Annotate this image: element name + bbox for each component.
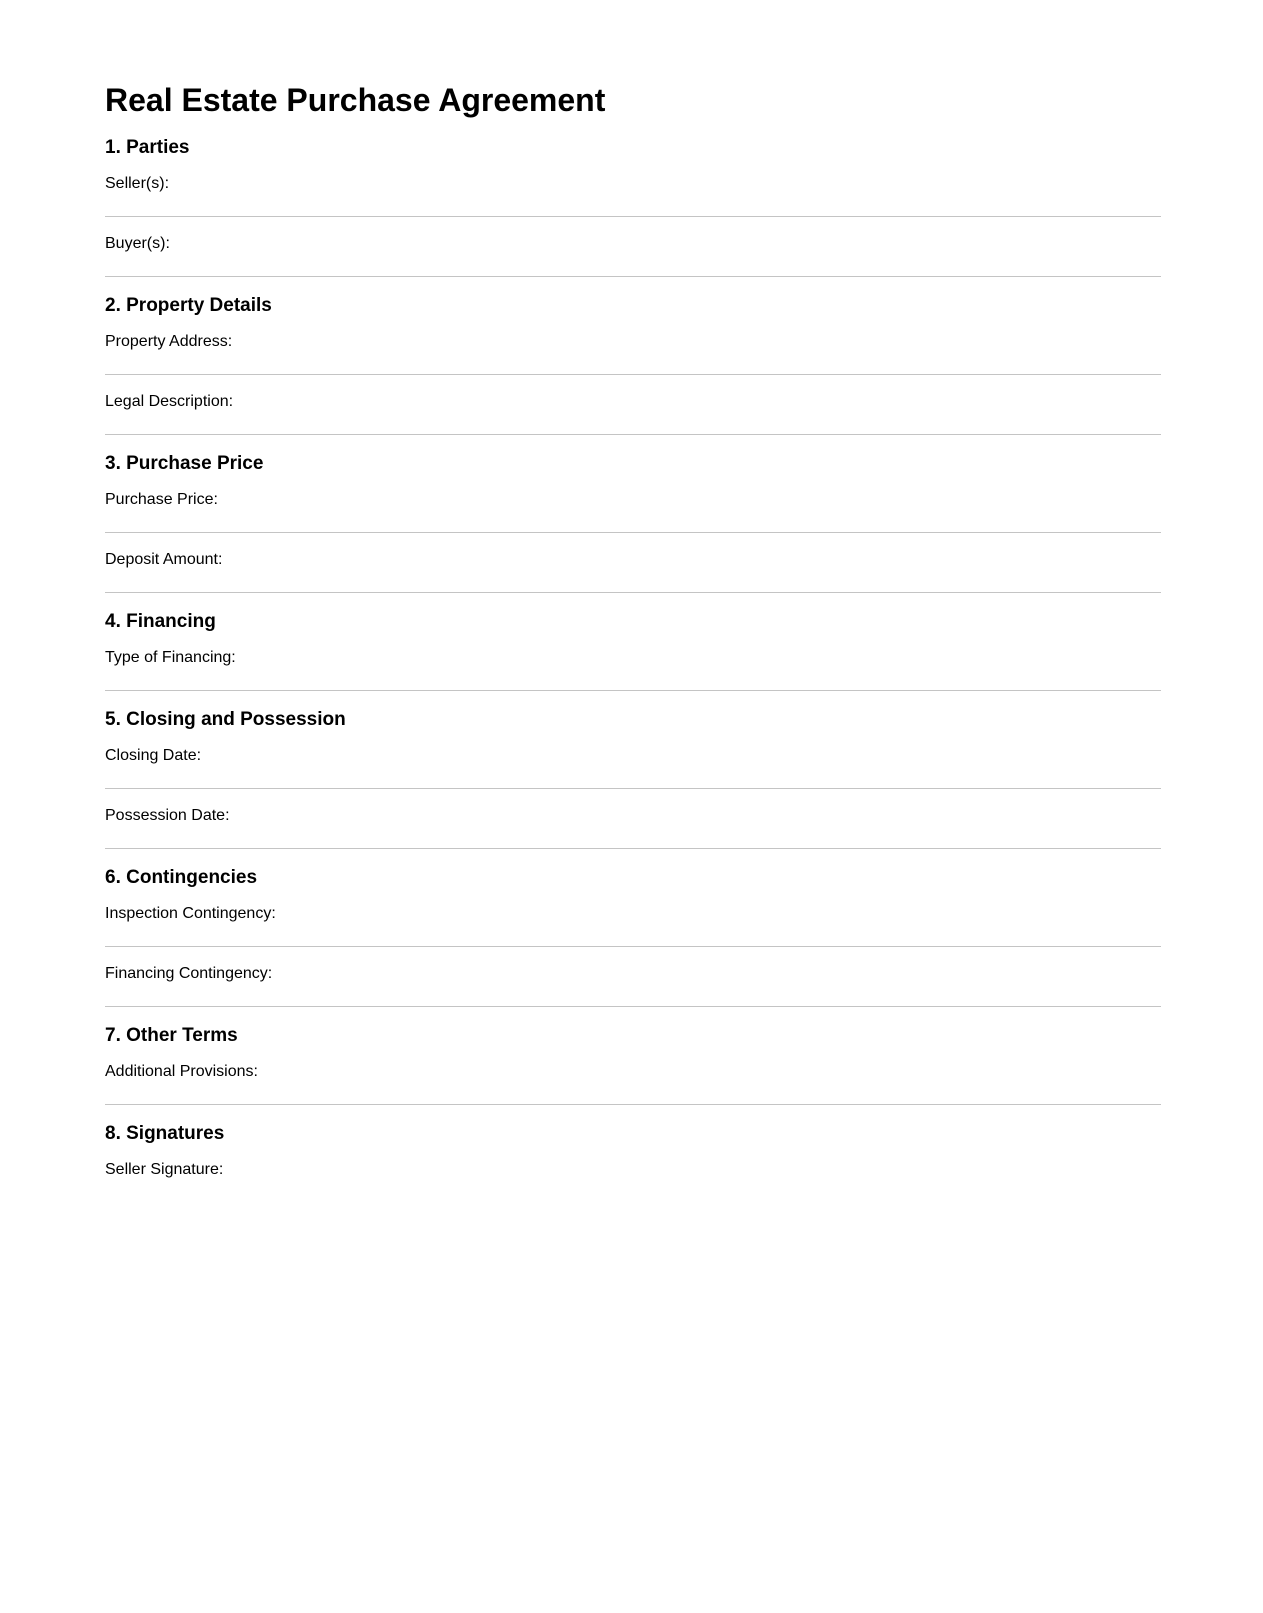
field-label: Closing Date: (105, 747, 202, 764)
form-field (105, 392, 1161, 435)
field-label: Seller(s): (105, 175, 170, 192)
section (105, 452, 1161, 593)
section-heading: 7. Other Terms (105, 1025, 238, 1046)
field-input-line[interactable] (105, 1180, 1161, 1202)
sections (105, 136, 1161, 1202)
section-heading: 2. Property Details (105, 295, 272, 316)
form-field (105, 1160, 1161, 1202)
field-input-line[interactable] (105, 668, 1161, 691)
section-heading: 6. Contingencies (105, 867, 258, 888)
field-input-line[interactable] (105, 352, 1161, 375)
field-input-line[interactable] (105, 1082, 1161, 1105)
form-field (105, 332, 1161, 375)
section (105, 610, 1161, 691)
field-input-line[interactable] (105, 194, 1161, 217)
form-field (105, 234, 1161, 277)
section (105, 136, 1161, 277)
form-field (105, 648, 1161, 691)
form-field (105, 806, 1161, 849)
field-input-line[interactable] (105, 510, 1161, 533)
field-label: Seller Signature: (105, 1161, 224, 1178)
field-input-line[interactable] (105, 766, 1161, 789)
section (105, 1024, 1161, 1105)
section-heading: 8. Signatures (105, 1123, 225, 1144)
section-heading: 5. Closing and Possession (105, 709, 346, 730)
field-input-line[interactable] (105, 984, 1161, 1007)
field-input-line[interactable] (105, 570, 1161, 593)
field-label: Purchase Price: (105, 491, 218, 508)
field-label: Financing Contingency: (105, 965, 273, 982)
section (105, 708, 1161, 849)
section-heading: 3. Purchase Price (105, 453, 264, 474)
section-heading: 1. Parties (105, 137, 190, 158)
section (105, 1122, 1161, 1202)
agreement-document (105, 80, 1161, 1219)
page-title: Real Estate Purchase Agreement (105, 82, 606, 118)
form-field (105, 746, 1161, 789)
field-label: Possession Date: (105, 807, 230, 824)
field-label: Buyer(s): (105, 235, 170, 252)
form-field (105, 174, 1161, 217)
field-input-line[interactable] (105, 924, 1161, 947)
field-label: Deposit Amount: (105, 551, 223, 568)
form-field (105, 904, 1161, 947)
form-field (105, 964, 1161, 1007)
form-field (105, 550, 1161, 593)
field-label: Legal Description: (105, 393, 234, 410)
form-field (105, 1062, 1161, 1105)
field-label: Property Address: (105, 333, 233, 350)
field-label: Inspection Contingency: (105, 905, 276, 922)
form-field (105, 490, 1161, 533)
field-input-line[interactable] (105, 412, 1161, 435)
field-input-line[interactable] (105, 254, 1161, 277)
field-input-line[interactable] (105, 826, 1161, 849)
section (105, 294, 1161, 435)
section (105, 866, 1161, 1007)
section-heading: 4. Financing (105, 611, 216, 632)
field-label: Additional Provisions: (105, 1063, 258, 1080)
field-label: Type of Financing: (105, 649, 236, 666)
